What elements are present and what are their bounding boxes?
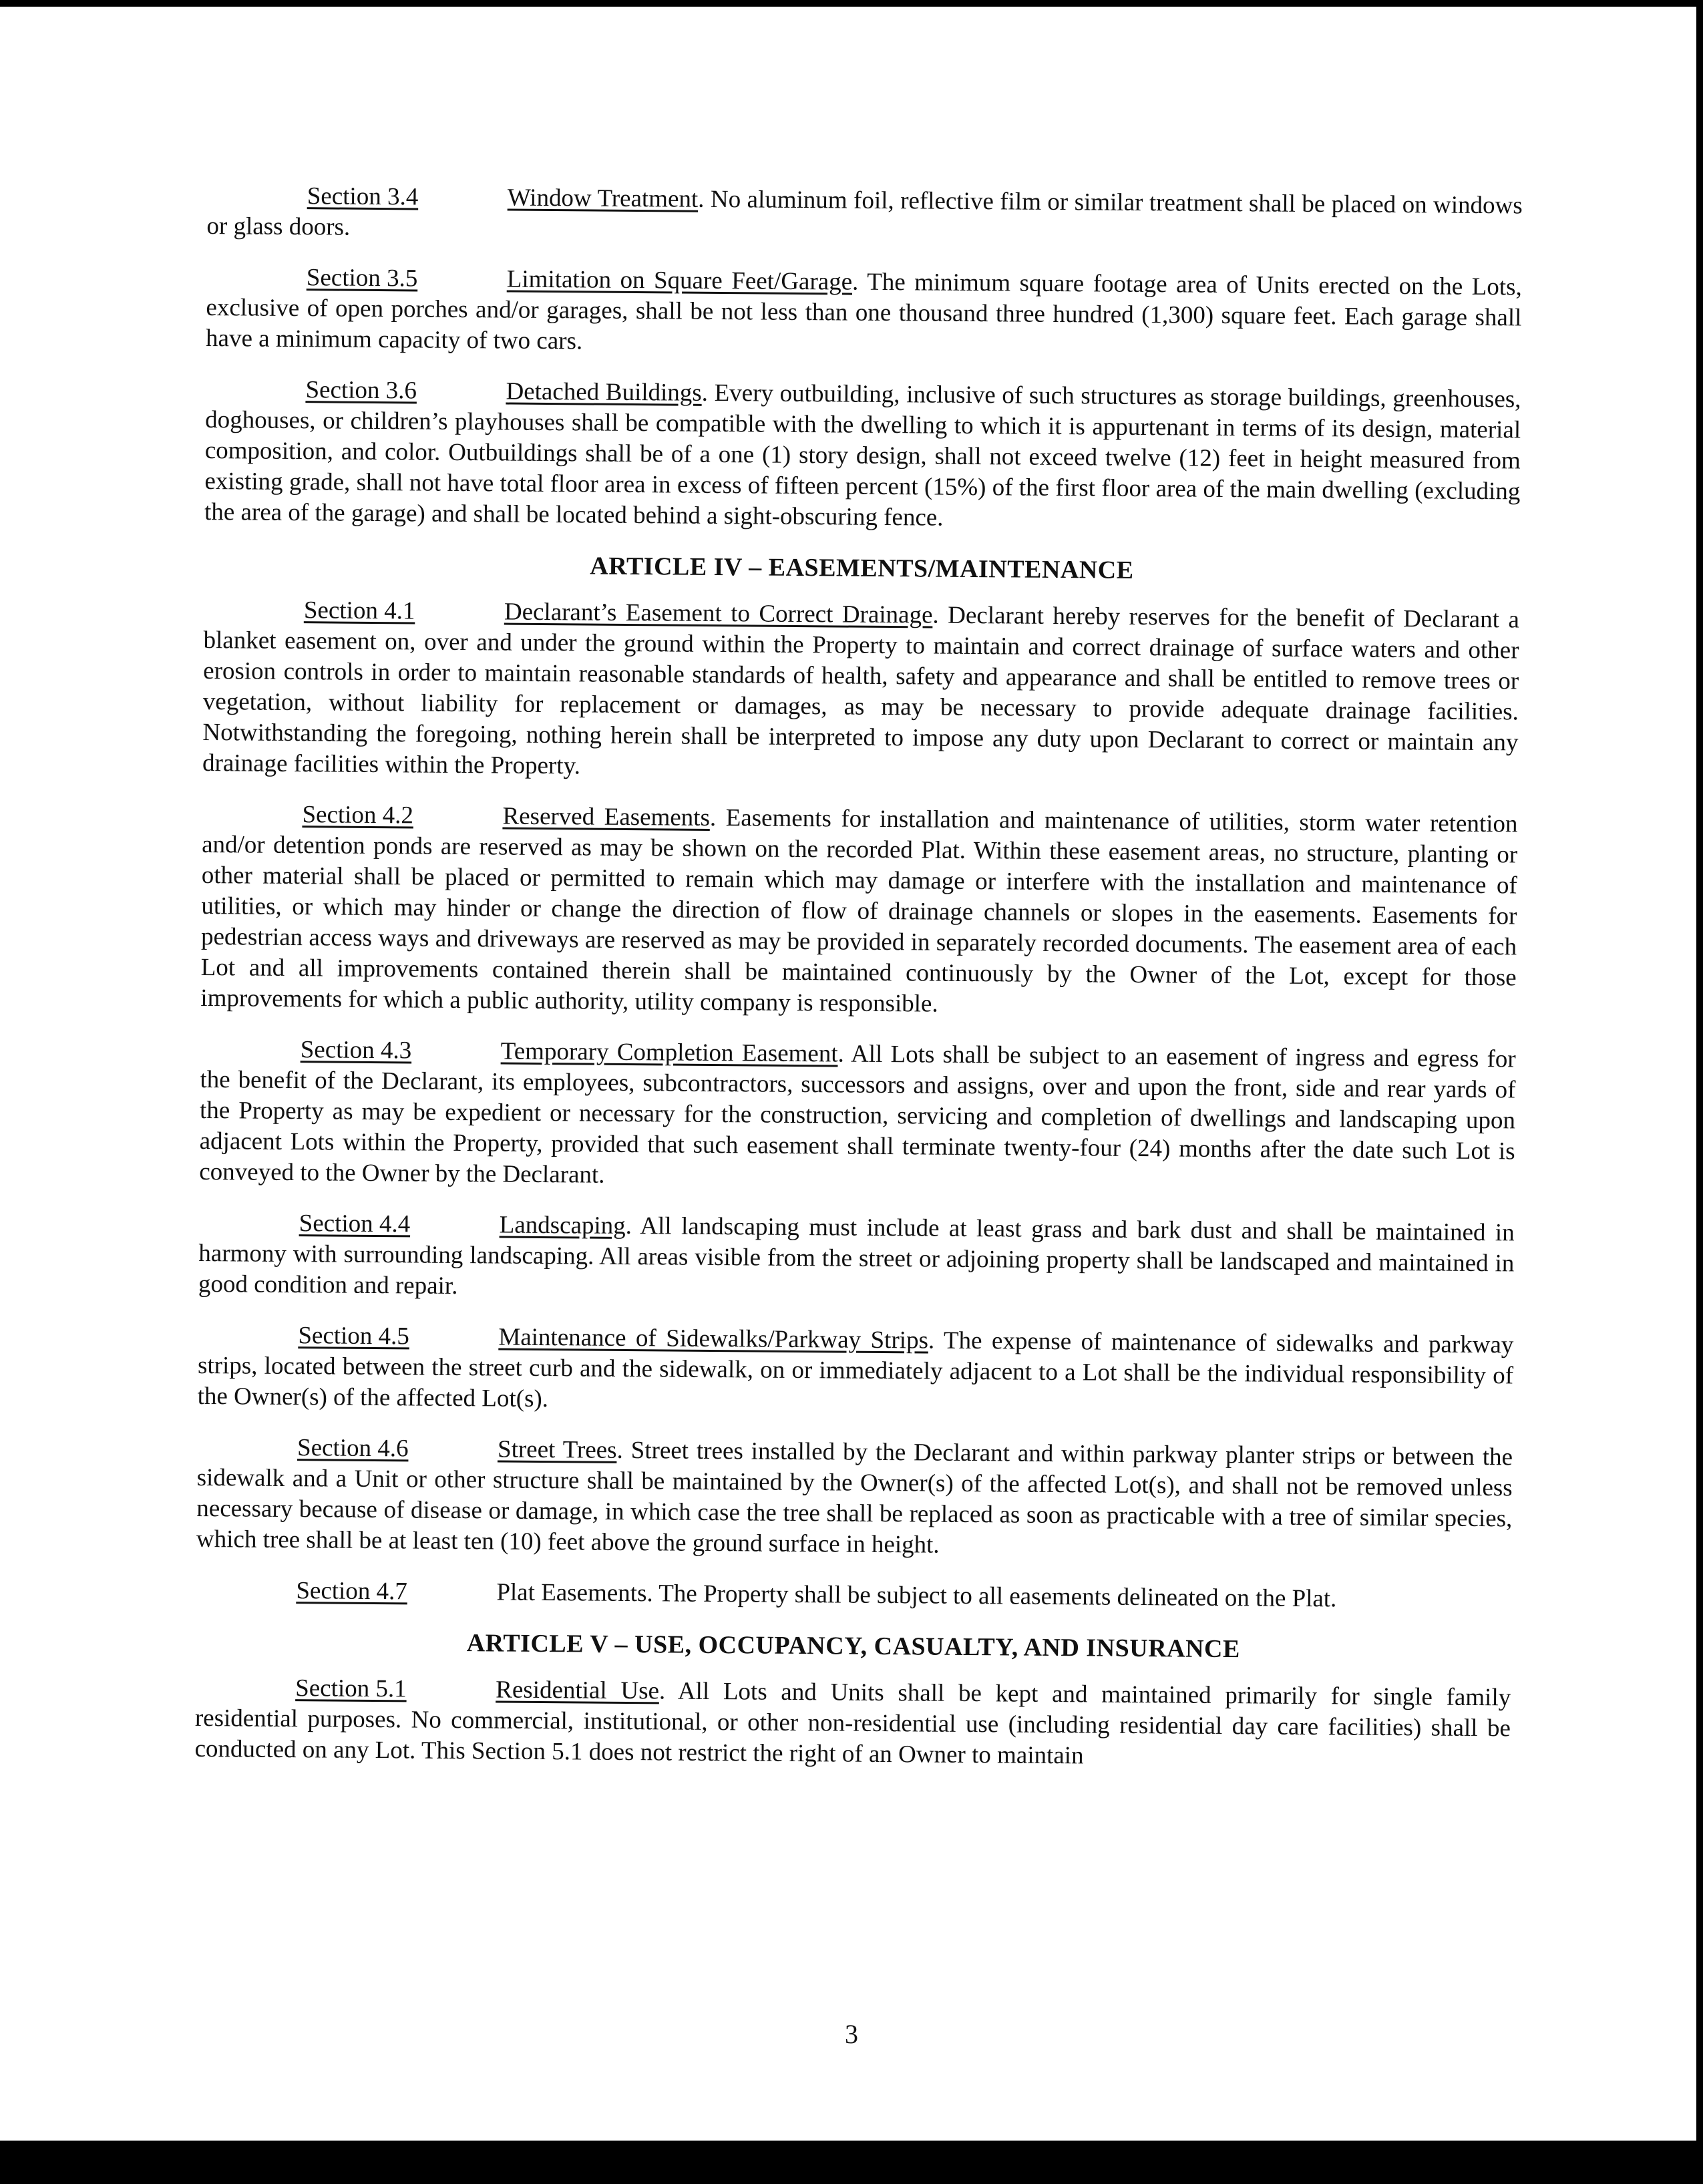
section-number: Section 4.3 <box>300 1036 412 1065</box>
section-body: . Easements for installation and maintenance of utilities, storm water retention and/or detention ponds are reserved as may be shown on the recorded Plat. Within these easement areas, no structure, planting or other material shall be placed or permitted to remain which may damage or interfere with the installation and maintenance of utilities, or which may hinder or change the direction of flow of drainage channels or slopes in the easements. Easements for pedestrian access ways and driveways are reserved as may be provided in separately recorded documents. The easement area of each Lot and all improvements contained therein shall be maintained continuously by the Owner of the Lot, except for those improvements for which a public authority, utility company is responsible. <box>200 803 1518 1018</box>
section-title: Window Treatment <box>507 184 699 213</box>
section-number: Section 3.5 <box>306 264 418 293</box>
section-title: Maintenance of Sidewalks/Parkway Strips <box>498 1323 929 1354</box>
section-number: Section 3.4 <box>307 182 419 211</box>
section-title: Detached Buildings <box>506 377 702 407</box>
section-title: Temporary Completion Easement <box>500 1037 838 1068</box>
section-body: . All Lots shall be subject to an easement of ingress and egress for the benefit of the Declarant, its employees, subcontractors, successors and assigns, over and upon the front, side and rear yards of the Property as may be expedient or necessary for the construction, servicing and completion of dwellings and landscaping upon adjacent Lots within the Property, provided that such easement shall terminate twenty-four (24) months after the date such Lot is conveyed to the Owner by the Declarant. <box>199 1040 1516 1189</box>
section-paragraph <box>199 1034 1516 1198</box>
section-number: Section 4.6 <box>297 1434 409 1463</box>
section-paragraph <box>206 180 1523 252</box>
section-body: . All Lots and Units shall be kept and maintained primarily for single family residential purposes. No commercial, institutional, or other non-residential use (including residential day care facilities) shall be conducted on any Lot. This Section 5.1 does not restrict the right of an Owner to maintain <box>194 1677 1511 1770</box>
scan-right-edge <box>1696 0 1703 2184</box>
section-title: Residential Use <box>496 1676 660 1705</box>
scan-top-edge <box>0 0 1703 7</box>
section-paragraph <box>196 1432 1513 1565</box>
section-number: Section 5.1 <box>295 1674 407 1703</box>
scan-bottom-edge <box>0 2141 1703 2184</box>
section-number: Section 4.2 <box>302 801 414 830</box>
section-body: . No aluminum foil, reflective film or similar treatment shall be placed on windows or glass doors. <box>206 185 1523 241</box>
section-number: Section 4.5 <box>298 1322 410 1350</box>
section-body: . All landscaping must include at least grass and bark dust and shall be maintained in harmony with surrounding landscaping. All areas visible from the street or adjoining property shall be landscaped and maintained in good condition and repair. <box>198 1212 1515 1300</box>
section-paragraph <box>196 1575 1511 1616</box>
section-paragraph <box>198 1320 1514 1422</box>
page-number: 3 <box>845 2019 858 2049</box>
article-heading: ARTICLE IV – EASEMENTS/MAINTENANCE <box>590 552 1134 584</box>
section-number: Section 4.7 <box>296 1577 408 1606</box>
section-paragraph <box>198 1208 1515 1310</box>
section-paragraph <box>202 594 1519 789</box>
section-number: Section 4.1 <box>303 596 415 625</box>
section-body: . Every outbuilding, inclusive of such structures as storage buildings, greenhouses, doghouses, or children’s playhouses shall be compatible with the dwelling to which it is appurtenant in terms of its design, material composition, and color. Outbuildings shall be of a one (1) story design, shall not exceed twelve (12) feet in height measured from existing grade, shall not have total floor area in excess of fifteen percent (15%) of the first floor area of the main dwelling (excluding the area of the garage) and shall be located behind a sight-obscuring fence. <box>204 379 1521 532</box>
section-number: Section 4.4 <box>299 1210 411 1238</box>
section-body: . Street trees installed by the Declarant and within parkway planter strips or between the sidewalk and a Unit or other structure shall be maintained by the Owner(s) of the affected Lot(s), and shall not be removed unless necessary because of disease or damage, in which case the tree shall be replaced as soon as practicable with a tree of similar species, which tree shall be at least ten (10) feet above the ground surface in height. <box>196 1436 1513 1559</box>
document-body <box>194 180 1523 1795</box>
section-number: Section 3.6 <box>305 376 417 405</box>
section-body: . Declarant hereby reserves for the benefit of Declarant a blanket easement on, over and under the ground within the Property to maintain and correct drainage of surface waters and other erosion controls in order to maintain reasonable standards of health, safety and appearance and shall be entitled to remove trees or vegetation, without liability for replacement or damages, as may be necessary to provide adequate drainage facilities. Notwithstanding the foregoing, nothing herein shall be interpreted to impose any duty upon Declarant to correct or maintain any drainage facilities within the Property. <box>202 601 1520 780</box>
section-body: . The minimum square footage area of Units erected on the Lots, exclusive of open porches and/or garages, shall be not less than one thousand three hundred (1,300) square feet. Each garage shall have a minimum capacity of two cars. <box>205 268 1522 355</box>
section-paragraph <box>194 1672 1511 1775</box>
section-title: Landscaping <box>499 1211 626 1240</box>
section-paragraph <box>206 262 1522 364</box>
section-title: Street Trees <box>497 1435 617 1464</box>
section-title: Limitation on Square Feet/Garage <box>506 265 853 296</box>
article-heading: ARTICLE V – USE, OCCUPANCY, CASUALTY, AND INSURANCE <box>466 1629 1240 1664</box>
section-body: Plat Easements. The Property shall be subject to all easements delineated on the Plat. <box>496 1578 1337 1613</box>
section-paragraph <box>204 374 1521 538</box>
section-body: . The expense of maintenance of sidewalks and parkway strips, located between the street curb and the sidewalk, on or immediately adjacent to a Lot shall be the individual responsibility of the Owner(s) of the affected Lot(s). <box>197 1326 1514 1413</box>
section-title: Declarant’s Easement to Correct Drainage <box>504 598 933 629</box>
section-title: Reserved Easements <box>502 802 711 832</box>
section-paragraph <box>200 799 1517 1024</box>
